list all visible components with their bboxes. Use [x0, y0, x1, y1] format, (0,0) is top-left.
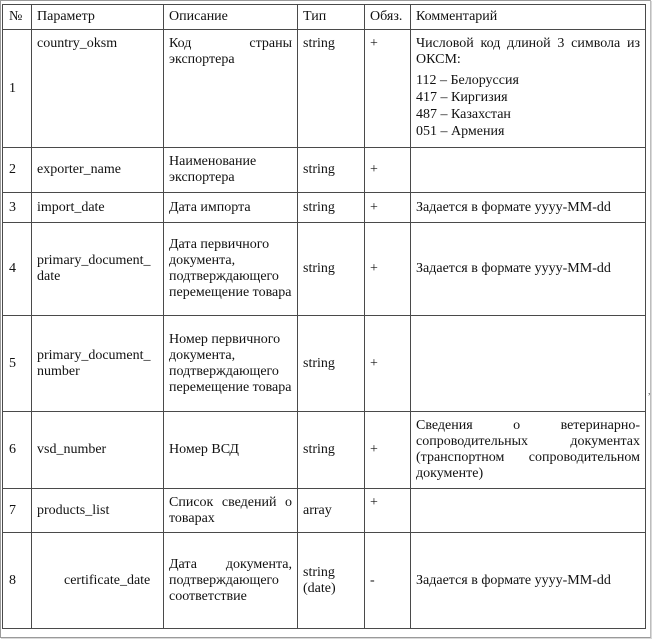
row-parameter: country_oksm: [32, 30, 164, 148]
row-type: string: [298, 223, 365, 316]
row-required: -: [365, 533, 411, 629]
row-required: +: [365, 489, 411, 533]
row-required: +: [365, 148, 411, 193]
row-type: string: [298, 316, 365, 412]
row-parameter: import_date: [32, 193, 164, 223]
row-comment: Задается в формате yyyy-MM-dd: [411, 193, 646, 223]
row-required: +: [365, 412, 411, 489]
row-parameter: exporter_name: [32, 148, 164, 193]
header-comment: Комментарий: [411, 5, 646, 30]
table-row: [3, 148, 646, 193]
table-row: [3, 489, 646, 533]
row-type: array: [298, 489, 365, 533]
row-description: Номер первичного документа, подтверждающего перемещение товара: [164, 316, 298, 412]
row-description: Код страны экспортера: [164, 30, 298, 148]
table-row: [3, 30, 646, 148]
header-required: Обяз.: [365, 5, 411, 30]
row-number: 8: [3, 533, 32, 629]
row-comment: [411, 489, 646, 533]
country-code-item: 112 – Белоруссия: [416, 73, 519, 88]
row-comment: [411, 316, 646, 412]
row-description: Наименование экспортера: [164, 148, 298, 193]
row-parameter: products_list: [32, 489, 164, 533]
row-type: string: [298, 412, 365, 489]
table-row: [3, 412, 646, 489]
row-comment: Задается в формате yyyy-MM-dd: [411, 533, 646, 629]
table-row: [3, 193, 646, 223]
row-number: 2: [3, 148, 32, 193]
header-number: №: [3, 5, 32, 30]
table-row: [3, 533, 646, 629]
parameters-table: [2, 4, 646, 629]
country-code-item: 051 – Армения: [416, 124, 505, 139]
row-type: string (date): [298, 533, 365, 629]
table-row: [3, 316, 646, 412]
row-required: +: [365, 30, 411, 148]
header-parameter: Параметр: [32, 5, 164, 30]
country-code-item: 487 – Казахстан: [416, 107, 511, 122]
row-description: Дата первичного документа, подтверждающего перемещение товара: [164, 223, 298, 316]
row-comment: Сведения о ветеринарно-сопроводительных документах (транспортном сопроводительном документе): [411, 412, 646, 489]
row-number: 7: [3, 489, 32, 533]
row-description: Дата импорта: [164, 193, 298, 223]
row-number: 4: [3, 223, 32, 316]
header-type: Тип: [298, 5, 365, 30]
row-parameter: certificate_date: [32, 533, 164, 629]
row-comment: [411, 148, 646, 193]
row-description: Дата документа, подтверждающего соответствие: [164, 533, 298, 629]
row-type: string: [298, 30, 365, 148]
row-number: 6: [3, 412, 32, 489]
row-description: Номер ВСД: [164, 412, 298, 489]
row-required: +: [365, 316, 411, 412]
row-number: 1: [3, 30, 32, 148]
comment-text: Числовой код длиной 3 символа из ОКСМ:: [416, 36, 640, 67]
row-description: Список сведений о товарах: [164, 489, 298, 533]
header-row: [3, 5, 646, 30]
row-parameter: primary_document_ date: [32, 223, 164, 316]
header-description: Описание: [164, 5, 298, 30]
row-type: string: [298, 193, 365, 223]
row-parameter: vsd_number: [32, 412, 164, 489]
stray-mark: ,: [648, 386, 651, 397]
row-number: 5: [3, 316, 32, 412]
row-type: string: [298, 148, 365, 193]
country-code-list: [416, 72, 640, 140]
row-comment: [411, 30, 646, 148]
country-code-item: 417 – Киргизия: [416, 90, 508, 105]
row-required: +: [365, 193, 411, 223]
row-parameter: primary_document_ number: [32, 316, 164, 412]
table-row: [3, 223, 646, 316]
row-comment: Задается в формате yyyy-MM-dd: [411, 223, 646, 316]
row-required: +: [365, 223, 411, 316]
row-number: 3: [3, 193, 32, 223]
